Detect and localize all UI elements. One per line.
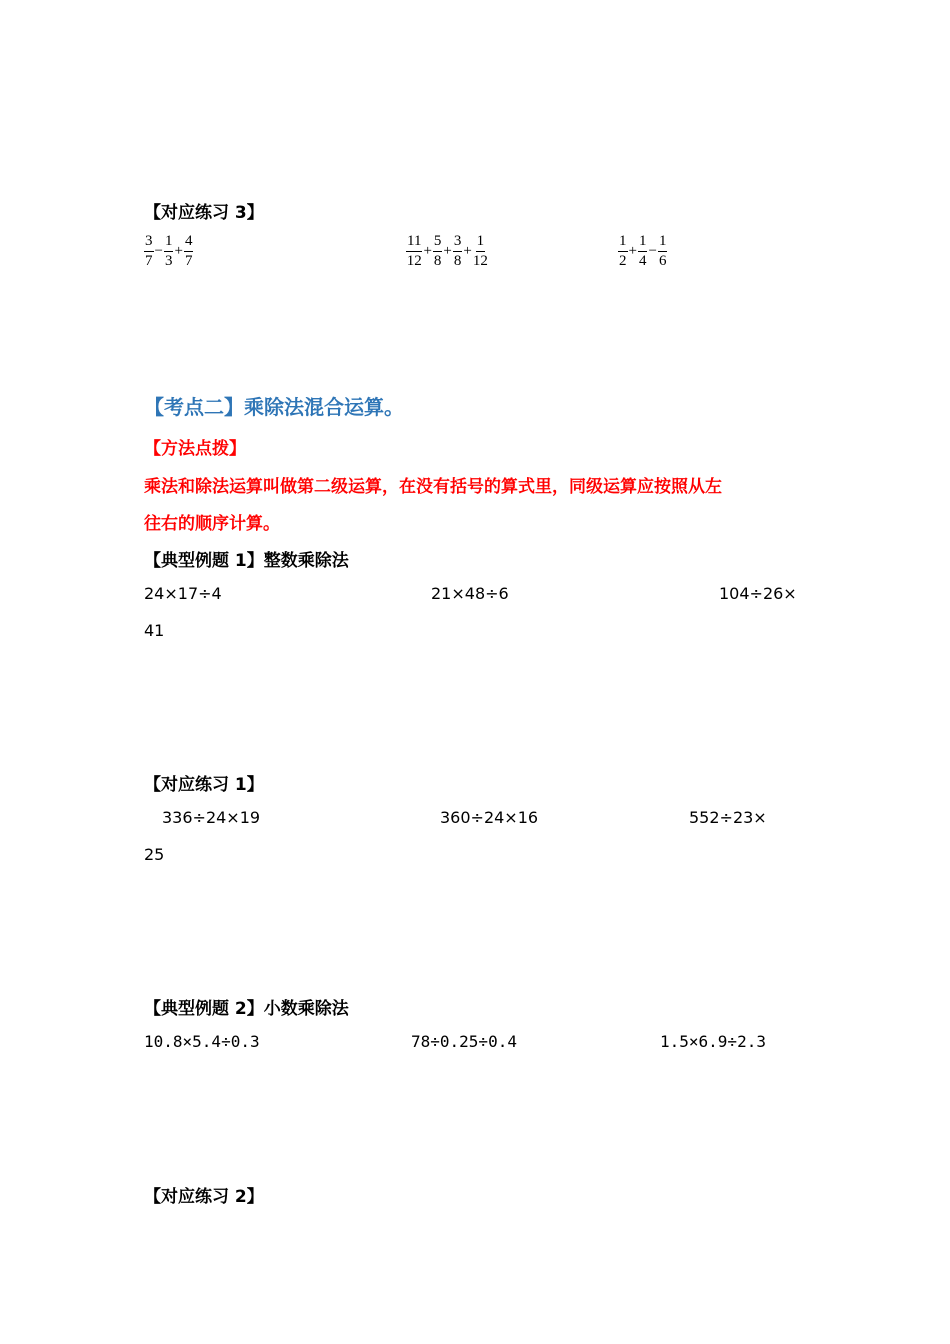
section2-title: 【考点二】乘除法混合运算。	[144, 395, 404, 419]
fraction: $\frac{3}{8}$	[453, 233, 462, 269]
fraction: $\frac{1}{3}$	[164, 233, 173, 269]
method-heading: 【方法点拨】	[144, 439, 246, 459]
method-text-line-2: 往右的顺序计算。	[144, 514, 280, 534]
practice3-expression-2	[406, 234, 488, 269]
practice2-heading: 【对应练习 2】	[144, 1187, 264, 1207]
practice3-heading: 【对应练习 3】	[144, 203, 264, 223]
operator: +	[174, 243, 183, 259]
fraction: $\frac{11}{12}$	[406, 233, 422, 269]
method-text-line-1: 乘法和除法运算叫做第二级运算，在没有括号的算式里，同级运算应按照从左	[144, 477, 722, 497]
fraction: $\frac{4}{7}$	[184, 233, 193, 269]
fraction: $\frac{1}{4}$	[638, 233, 647, 269]
example1-problem-1: 24×17÷4	[144, 584, 222, 603]
practice1-problem-2: 360÷24×16	[440, 808, 539, 827]
operator: −	[154, 243, 163, 259]
example1-problem-3: 104÷26×	[719, 584, 797, 603]
practice3-expression-1	[144, 234, 193, 269]
operator: −	[648, 243, 657, 259]
fraction: $\frac{1}{6}$	[658, 233, 667, 269]
example2-problem-2: 78÷0.25÷0.4	[411, 1032, 517, 1051]
practice1-problem-3: 552÷23×	[689, 808, 767, 827]
example1-heading: 【典型例题 1】整数乘除法	[144, 551, 349, 571]
fraction: $\frac{1}{12}$	[472, 233, 488, 269]
fraction: $\frac{1}{2}$	[619, 233, 627, 269]
example2-problem-3: 1.5×6.9÷2.3	[660, 1032, 766, 1051]
operator: +	[423, 243, 432, 259]
practice3-expression-3	[618, 234, 667, 269]
operator: +	[628, 243, 637, 259]
example1-problem-2: 21×48÷6	[431, 584, 509, 603]
operator: +	[443, 243, 452, 259]
fraction: $\frac{3}{7}$	[145, 233, 153, 269]
example2-heading: 【典型例题 2】小数乘除法	[144, 999, 349, 1019]
practice1-heading: 【对应练习 1】	[144, 775, 264, 795]
example2-problem-1: 10.8×5.4÷0.3	[144, 1032, 260, 1051]
fraction: $\frac{5}{8}$	[433, 233, 442, 269]
example1-problem-3-continued: 41	[144, 621, 165, 640]
operator: +	[463, 243, 472, 259]
practice1-problem-3-continued: 25	[144, 845, 165, 864]
practice1-problem-1: 336÷24×19	[162, 808, 261, 827]
